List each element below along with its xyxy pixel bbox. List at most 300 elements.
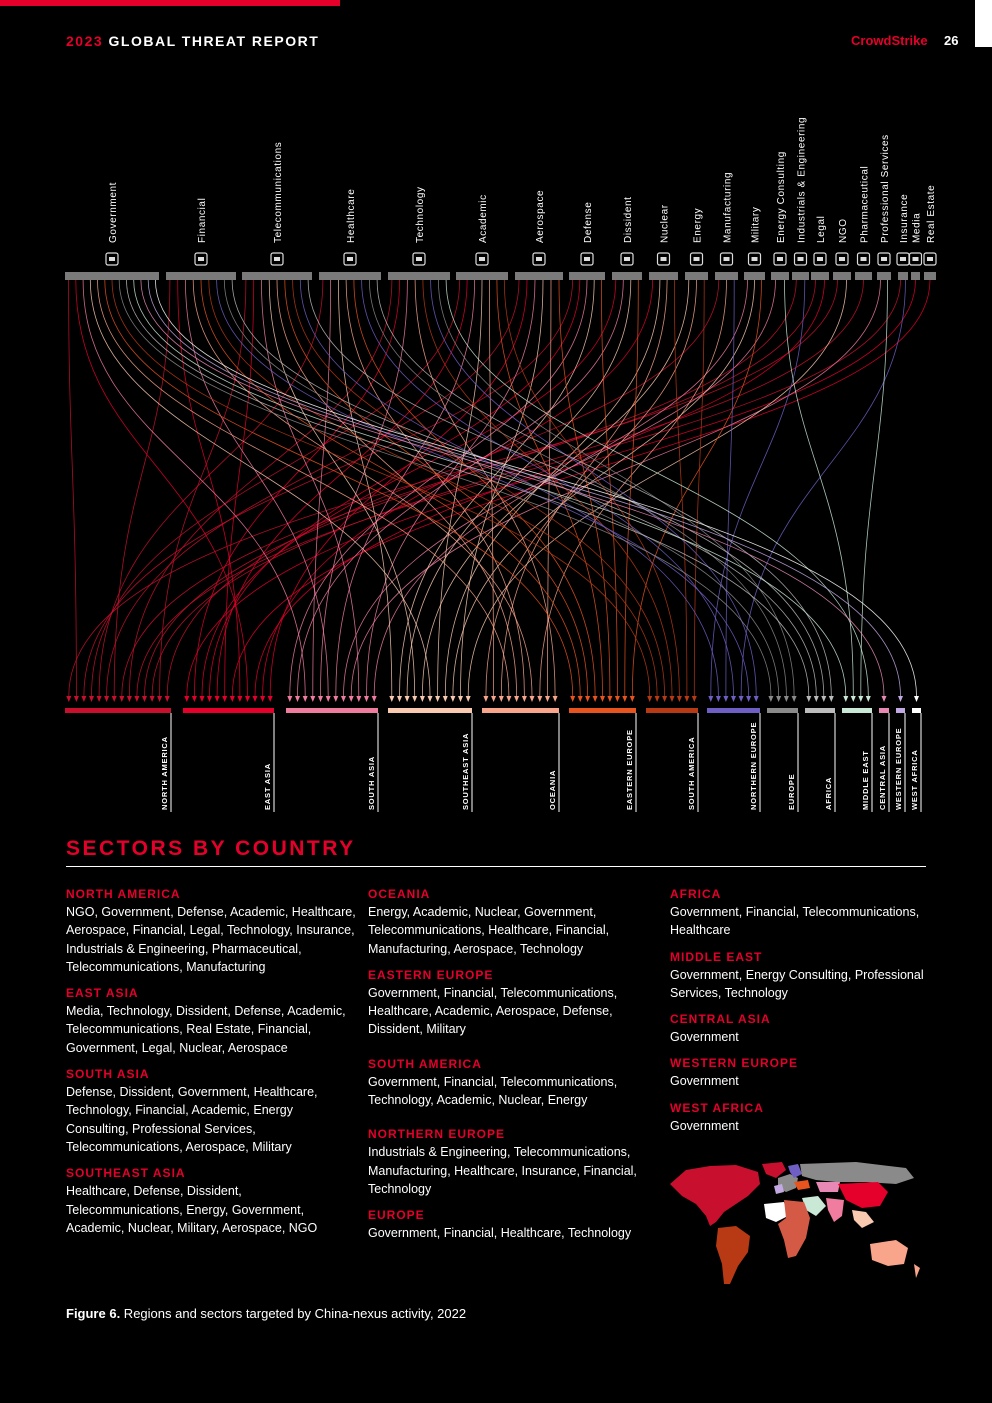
flow-arrowhead — [499, 696, 504, 702]
flow-arrowhead — [806, 696, 811, 702]
sector-bar — [319, 272, 381, 280]
flow-line — [486, 280, 697, 696]
flow-line — [217, 280, 467, 696]
flow-arrowhead — [784, 696, 789, 702]
map-north-america — [670, 1165, 760, 1226]
sector-bar — [898, 272, 908, 280]
sector-bar — [855, 272, 872, 280]
flow-line — [114, 280, 170, 696]
financial-icon — [195, 253, 207, 265]
flow-arrowhead — [184, 696, 189, 702]
map-greenland — [762, 1162, 786, 1178]
flow-arrowhead — [245, 696, 250, 702]
flow-arrowhead — [356, 696, 361, 702]
flow-arrowhead — [622, 696, 627, 702]
flow-line — [185, 280, 328, 696]
flow-line — [69, 280, 77, 696]
energy-consulting-icon — [774, 253, 786, 265]
flow-line — [269, 280, 415, 696]
military-icon — [749, 253, 761, 265]
flow-line — [321, 280, 408, 696]
sector-columns — [65, 117, 937, 280]
entry-west-africa — [670, 1101, 932, 1135]
region-northern-europe — [707, 708, 760, 812]
flow-arrowhead — [207, 696, 212, 702]
flow-arrowhead — [260, 696, 265, 702]
sector-energy-consulting — [771, 151, 789, 280]
region-bar — [482, 708, 559, 713]
flow-line — [119, 280, 771, 696]
flow-arrowhead — [157, 696, 162, 702]
flow-arrowhead — [570, 696, 575, 702]
flow-arrowhead — [89, 696, 94, 702]
entry-text: Government — [670, 1074, 739, 1089]
sector-insurance — [897, 194, 910, 280]
flow-line — [193, 280, 532, 696]
entry-text: Government, Financial, Telecommunications, Technology, Academic, Nuclear, Energy — [368, 1074, 618, 1108]
flow-arrowhead — [754, 696, 759, 702]
sector-label: NGO — [838, 218, 849, 243]
sector-bar — [715, 272, 738, 280]
entry-title: MIDDLE EAST — [670, 949, 763, 964]
sector-media — [910, 213, 923, 280]
flow-arrowhead — [81, 696, 86, 702]
sector-ngo — [833, 218, 851, 280]
map-west-africa — [764, 1202, 788, 1222]
region-label: NORTHERN EUROPE — [749, 721, 758, 810]
sector-energy — [685, 208, 708, 280]
sector-label: Manufacturing — [722, 171, 734, 243]
figure-label: Figure 6. — [66, 1306, 121, 1321]
flow-line — [346, 280, 524, 696]
flow-lines — [66, 280, 930, 702]
flow-arrowhead — [466, 696, 471, 702]
figure-caption — [66, 1306, 466, 1321]
sector-bar — [792, 272, 809, 280]
region-central-asia — [878, 708, 889, 812]
flow-arrowhead — [74, 696, 79, 702]
region-bar — [912, 708, 921, 713]
flow-line — [468, 280, 846, 696]
flow-arrowhead — [522, 696, 527, 702]
sector-label: Energy Consulting — [776, 151, 787, 243]
entry-text: Media, Technology, Dissident, Defense, Academic, Telecommunications, Real Estate, Financial, Government, Legal, Nuclear, Aerospace — [66, 1004, 346, 1055]
flow-arrowhead — [491, 696, 496, 702]
flow-arrowhead — [593, 696, 598, 702]
flow-arrowhead — [692, 696, 697, 702]
flow-arrowhead — [295, 696, 300, 702]
sector-label: Financial — [197, 197, 208, 243]
sector-bar — [811, 272, 829, 280]
flow-arrowhead — [310, 696, 315, 702]
telecommunications-icon — [271, 253, 283, 265]
region-eastern-europe — [569, 708, 636, 812]
flow-arrowhead — [450, 696, 455, 702]
sector-telecommunications — [242, 142, 312, 280]
region-middle-east — [842, 708, 872, 812]
flow-line — [285, 280, 588, 696]
flow-line — [293, 280, 665, 696]
flow-arrowhead — [405, 696, 410, 702]
region-label: EUROPE — [787, 773, 796, 810]
flow-arrowhead — [851, 696, 856, 702]
professional-services-icon — [878, 253, 890, 265]
flow-arrowhead — [630, 696, 635, 702]
sector-nuclear — [649, 204, 678, 280]
entry-title: WESTERN EUROPE — [670, 1056, 799, 1071]
sector-bar — [65, 272, 159, 280]
flow-arrowhead — [104, 696, 109, 702]
map-south-america — [716, 1226, 750, 1284]
entry-northern-europe — [368, 1127, 658, 1198]
region-bar — [896, 708, 905, 713]
aerospace-icon — [533, 253, 545, 265]
region-label: EAST ASIA — [263, 763, 272, 810]
flow-arrowhead — [792, 696, 797, 702]
dissident-icon — [621, 253, 633, 265]
sector-military — [744, 207, 765, 280]
flow-arrowhead — [66, 696, 71, 702]
manufacturing-icon — [721, 253, 733, 265]
region-bar — [286, 708, 378, 713]
healthcare-icon — [344, 253, 356, 265]
entry-title: EAST ASIA — [66, 986, 139, 1001]
flow-arrowhead — [829, 696, 834, 702]
sector-label: Healthcare — [346, 188, 357, 243]
flow-arrowhead — [268, 696, 273, 702]
sector-manufacturing — [715, 172, 738, 280]
flow-line — [129, 280, 392, 696]
academic-icon — [476, 253, 488, 265]
sector-label: Professional Services — [880, 134, 891, 243]
flow-line — [785, 280, 854, 696]
sector-bar — [833, 272, 851, 280]
flow-arrowhead — [776, 696, 781, 702]
map-russia — [800, 1162, 914, 1184]
insurance-icon — [897, 253, 909, 265]
region-bar — [646, 708, 698, 713]
sector-label: Industrials & Engineering — [796, 116, 808, 243]
region-label: MIDDLE EAST — [861, 750, 870, 810]
sector-bar — [685, 272, 708, 280]
region-north-america — [65, 708, 171, 812]
flow-arrowhead — [716, 696, 721, 702]
flow-arrowhead — [537, 696, 542, 702]
entry-title: CENTRAL ASIA — [670, 1012, 771, 1027]
region-columns — [65, 708, 921, 812]
sector-label: Energy — [692, 207, 704, 243]
sector-dissident — [612, 196, 642, 280]
region-label: WESTERN EUROPE — [894, 727, 903, 810]
sector-label: Academic — [478, 194, 489, 243]
flow-line — [711, 280, 805, 696]
flow-line — [344, 280, 776, 696]
region-label: NORTH AMERICA — [160, 736, 169, 810]
flow-arrowhead — [545, 696, 550, 702]
flow-arrowhead — [397, 696, 402, 702]
flow-arrowhead — [127, 696, 132, 702]
sector-label: Media — [911, 212, 923, 243]
flow-arrowhead — [287, 696, 292, 702]
flow-arrowhead — [333, 696, 338, 702]
sector-bar — [924, 272, 936, 280]
entry-text: Government — [670, 1030, 739, 1045]
entry-title: AFRICA — [670, 887, 722, 901]
flow-arrowhead — [372, 696, 377, 702]
map-oceania — [870, 1240, 908, 1266]
sector-bar — [911, 272, 920, 280]
sector-industrials-and-engineering — [792, 117, 809, 280]
flow-line — [160, 280, 246, 696]
flow-arrowhead — [662, 696, 667, 702]
region-label: WEST AFRICA — [910, 749, 919, 810]
entry-title: NORTHERN EUROPE — [368, 1127, 506, 1142]
flow-arrowhead — [389, 696, 394, 702]
flow-line — [694, 280, 704, 696]
flow-arrowhead — [647, 696, 652, 702]
section-title: SECTORS BY COUNTRY — [66, 837, 356, 860]
flow-line — [313, 280, 331, 696]
brand-name: CrowdStrike — [851, 33, 928, 48]
entry-text: Energy, Academic, Nuclear, Government, Telecommunications, Healthcare, Financial, Manufacturing, Aerospace, Technology — [368, 905, 610, 956]
flow-arrowhead — [607, 696, 612, 702]
energy-icon — [691, 253, 703, 265]
entry-title: SOUTHEAST ASIA — [66, 1166, 186, 1181]
sector-label: Telecommunications — [273, 141, 284, 243]
pharmaceutical-icon — [858, 253, 870, 265]
flow-arrowhead — [585, 696, 590, 702]
sector-academic — [456, 194, 508, 280]
entry-title: OCEANIA — [368, 887, 431, 901]
flow-arrowhead — [318, 696, 323, 702]
flow-arrowhead — [821, 696, 826, 702]
sector-aerospace — [515, 190, 563, 280]
flow-arrowhead — [514, 696, 519, 702]
sector-label: Pharmaceutical — [859, 165, 871, 243]
sectors-column-2 — [368, 887, 658, 1253]
region-oceania — [482, 708, 559, 812]
entry-western-europe — [670, 1056, 932, 1090]
region-africa — [805, 708, 835, 812]
flow-line — [202, 280, 616, 696]
map-south-asia — [826, 1198, 844, 1222]
flow-line — [367, 280, 536, 696]
flow-arrowhead — [670, 696, 675, 702]
sector-bar — [877, 272, 891, 280]
entry-north-america — [66, 887, 356, 976]
sector-professional-services — [877, 134, 891, 280]
flow-arrowhead — [483, 696, 488, 702]
government-icon — [106, 253, 118, 265]
entry-oceania — [368, 887, 658, 958]
sector-label: Government — [108, 181, 119, 243]
flow-arrowhead — [303, 696, 308, 702]
flow-arrowhead — [435, 696, 440, 702]
sector-healthcare — [319, 189, 381, 280]
region-bar — [805, 708, 835, 713]
sector-legal — [811, 216, 829, 280]
entry-title: NORTH AMERICA — [66, 887, 181, 901]
world-map — [666, 1160, 926, 1292]
flow-arrowhead — [341, 696, 346, 702]
sector-bar — [456, 272, 508, 280]
flow-line — [263, 280, 653, 696]
flow-arrowhead — [708, 696, 713, 702]
flow-line — [210, 280, 580, 696]
entry-europe — [368, 1208, 658, 1242]
entry-text: Government, Energy Consulting, Professional Services, Technology — [670, 967, 924, 1000]
flow-arrowhead — [914, 696, 919, 702]
sector-bar — [166, 272, 236, 280]
industrials-engineering-icon — [795, 253, 807, 265]
flow-arrowhead — [615, 696, 620, 702]
flow-arrowhead — [553, 696, 558, 702]
entry-title: SOUTH ASIA — [66, 1067, 150, 1082]
map-central-asia — [816, 1182, 840, 1192]
sector-label: Real Estate — [926, 184, 937, 243]
region-label: SOUTHEAST ASIA — [461, 732, 470, 810]
region-bar — [569, 708, 636, 713]
flow-arrowhead — [746, 696, 751, 702]
media-icon — [910, 253, 922, 265]
technology-icon — [413, 253, 425, 265]
flow-arrowhead — [412, 696, 417, 702]
sector-bar — [771, 272, 789, 280]
sector-label: Legal — [816, 215, 827, 243]
entry-south-america — [368, 1057, 658, 1110]
flow-arrowhead — [768, 696, 773, 702]
region-southeast-asia — [388, 708, 472, 812]
flow-line — [445, 280, 660, 696]
entry-title: WEST AFRICA — [670, 1100, 764, 1115]
region-bar — [65, 708, 171, 713]
flow-line — [861, 280, 888, 696]
sector-technology — [388, 186, 450, 280]
entry-text: Healthcare, Defense, Dissident, Telecommunications, Energy, Government, Academic, Nuclear, Military, Aerospace, NGO — [66, 1184, 318, 1235]
sector-label: Military — [750, 206, 762, 243]
flow-line — [201, 280, 580, 696]
flow-arrowhead — [222, 696, 227, 702]
flow-arrowhead — [506, 696, 511, 702]
flow-line — [501, 280, 667, 696]
entry-text: Industrials & Engineering, Telecommunications, Manufacturing, Healthcare, Insurance, Financial, Technology — [368, 1145, 637, 1196]
region-label: EASTERN EUROPE — [625, 729, 634, 810]
flow-arrowhead — [578, 696, 583, 702]
flow-line — [632, 280, 761, 696]
entry-title: EASTERN EUROPE — [368, 967, 494, 982]
region-europe — [767, 708, 798, 812]
sector-label: Technology — [415, 186, 426, 243]
region-bar — [183, 708, 274, 713]
region-label: SOUTH AMERICA — [687, 736, 696, 810]
entry-central-asia — [670, 1012, 932, 1046]
sector-real-estate — [924, 185, 937, 280]
entry-text: Government, Financial, Telecommunications, Healthcare — [670, 905, 920, 938]
sectors-column-1 — [66, 887, 356, 1247]
entry-east-asia — [66, 986, 356, 1057]
flow-arrowhead — [882, 696, 887, 702]
nuclear-icon — [658, 253, 670, 265]
region-label: CENTRAL ASIA — [878, 744, 887, 810]
region-western-europe — [894, 708, 905, 812]
sector-bar — [388, 272, 450, 280]
figure-caption-text: Regions and sectors targeted by China-nexus activity, 2022 — [120, 1306, 467, 1321]
flow-arrowhead — [898, 696, 903, 702]
region-south-asia — [286, 708, 378, 812]
flow-arrowhead — [443, 696, 448, 702]
section-divider — [66, 866, 926, 867]
sector-label: Defense — [583, 201, 594, 243]
map-east-asia — [838, 1182, 888, 1208]
sectors-column-3 — [670, 887, 932, 1145]
entry-southeast-asia — [66, 1166, 356, 1237]
region-bar — [388, 708, 472, 713]
entry-africa — [670, 887, 932, 940]
flow-arrowhead — [723, 696, 728, 702]
entry-south-asia — [66, 1067, 356, 1156]
flow-arrowhead — [428, 696, 433, 702]
ngo-icon — [836, 253, 848, 265]
sector-bar — [569, 272, 605, 280]
entry-text: Government — [670, 1118, 739, 1133]
flow-arrowhead — [731, 696, 736, 702]
flow-arrowhead — [200, 696, 205, 702]
flow-arrowhead — [237, 696, 242, 702]
flow-line — [277, 280, 517, 696]
flow-arrowhead — [134, 696, 139, 702]
flow-arrowhead — [142, 696, 147, 702]
page-number: 26 — [944, 33, 959, 48]
flow-arrowhead — [119, 696, 124, 702]
region-bar — [707, 708, 760, 713]
entry-title: SOUTH AMERICA — [368, 1056, 482, 1071]
flow-arrowhead — [97, 696, 102, 702]
entry-middle-east — [670, 950, 932, 1003]
region-west-africa — [910, 708, 921, 812]
flow-line — [76, 280, 248, 696]
flow-arrowhead — [192, 696, 197, 702]
region-label: SOUTH ASIA — [367, 756, 376, 810]
entry-title: EUROPE — [368, 1208, 425, 1223]
sector-bar — [744, 272, 765, 280]
report-year: 2023 — [66, 33, 104, 49]
flow-arrowhead — [150, 696, 155, 702]
map-new-zealand — [914, 1264, 920, 1278]
region-bar — [879, 708, 889, 713]
flow-arrowhead — [677, 696, 682, 702]
defense-icon — [581, 253, 593, 265]
flow-line — [217, 280, 749, 696]
region-label: OCEANIA — [548, 769, 557, 810]
region-east-asia — [183, 708, 274, 812]
region-label: AFRICA — [824, 776, 833, 810]
sector-defense — [569, 202, 605, 280]
flow-arrowhead — [858, 696, 863, 702]
sector-label: Dissident — [623, 196, 634, 243]
entry-text: NGO, Government, Defense, Academic, Healthcare, Aerospace, Financial, Legal, Technology, Insurance, Industrials & Engineering, Pharmaceutical, Telecommunications, Manufacturing — [66, 905, 356, 974]
flow-arrowhead — [326, 696, 331, 702]
sector-label: Nuclear — [659, 204, 671, 243]
entry-eastern-europe — [368, 968, 658, 1039]
sector-label: Aerospace — [535, 189, 546, 243]
flow-arrowhead — [112, 696, 117, 702]
flow-arrowhead — [739, 696, 744, 702]
flow-arrowhead — [843, 696, 848, 702]
entry-text: Government, Financial, Telecommunications, Healthcare, Academic, Aerospace, Defense, Dissident, Military — [368, 985, 618, 1037]
flow-arrowhead — [165, 696, 170, 702]
entry-text: Government, Financial, Healthcare, Technology — [368, 1226, 632, 1241]
map-southeast-asia — [852, 1210, 874, 1228]
